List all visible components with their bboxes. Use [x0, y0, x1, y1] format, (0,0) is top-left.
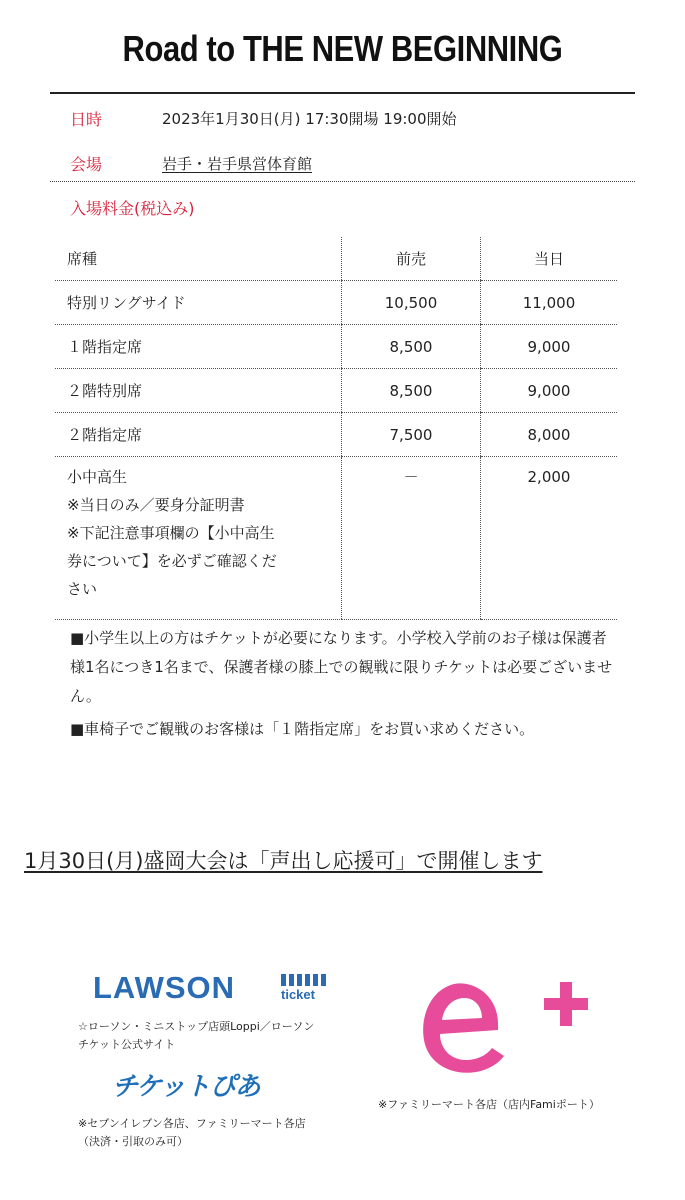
pia-caption: ※セブンイレブン各店、ファミリーマート各店 （決済・引取のみ可）	[78, 1117, 306, 1148]
date-value: 2023年1月30日(月) 17:30開場 19:00開始	[162, 110, 457, 128]
header-seat: 席種	[55, 237, 342, 281]
header-advance: 前売	[342, 237, 481, 281]
lawson-caption: ☆ローソン・ミニストップ店頭Loppi／ローソン チケット公式サイト	[78, 1020, 315, 1051]
table-row	[55, 369, 617, 413]
title-divider	[50, 92, 635, 94]
table-row	[55, 325, 617, 369]
lawson-ticket-logo[interactable]	[93, 970, 315, 1006]
seat-name: 特別リングサイド	[55, 281, 342, 325]
seat-name: １階指定席	[55, 325, 342, 369]
notes	[70, 624, 618, 748]
advance-price: 8,500	[342, 369, 481, 413]
info-divider	[50, 181, 635, 182]
day-price: 9,000	[481, 325, 618, 369]
date-label: 日時	[70, 110, 103, 129]
kids-seat-name: 小中高生	[67, 468, 128, 486]
header-day: 当日	[481, 237, 618, 281]
day-price: 9,000	[481, 369, 618, 413]
day-price: 2,000	[481, 457, 618, 620]
advance-price: 8,500	[342, 325, 481, 369]
kids-note: 券について】を必ずご確認くだ	[67, 552, 277, 570]
fee-table	[55, 237, 617, 620]
venue-label: 会場	[70, 155, 103, 174]
fee-label: 入場料金(税込み)	[70, 199, 195, 218]
kids-note: さい	[67, 580, 98, 598]
eplus-caption: ※ファミリーマート各店（店内Famiポート）	[378, 1098, 600, 1111]
advance-price: 7,500	[342, 413, 481, 457]
note-wheelchair: ■車椅子でご観戦のお客様は「１階指定席」をお買い求めください。	[70, 720, 535, 738]
lawson-ticket-text: ticket	[281, 987, 315, 1002]
day-price: 11,000	[481, 281, 618, 325]
kids-seat-cell	[55, 457, 342, 620]
kids-note: ※当日のみ／要身分証明書	[67, 496, 245, 514]
day-price: 8,000	[481, 413, 618, 457]
lawson-ticket-mark	[281, 974, 333, 1002]
eplus-e-icon	[423, 983, 504, 1072]
table-row	[55, 281, 617, 325]
venue-link[interactable]: 岩手・岩手県営体育館	[162, 155, 313, 173]
cheering-announcement: 1月30日(月)盛岡大会は「声出し応援可」で開催します	[24, 849, 543, 873]
ticket-pia-logo[interactable]: チケットぴあ	[112, 1072, 260, 1102]
seat-name: ２階指定席	[55, 413, 342, 457]
advance-price: －	[342, 457, 481, 620]
advance-price: 10,500	[342, 281, 481, 325]
eplus-logo[interactable]	[410, 972, 620, 1082]
barcode-icon	[281, 974, 333, 986]
page-title: Road to THE NEW BEGINNING	[122, 28, 563, 69]
table-row-kids	[55, 457, 617, 620]
seat-name: ２階特別席	[55, 369, 342, 413]
kids-note: ※下記注意事項欄の【小中高生	[67, 524, 275, 542]
table-row	[55, 413, 617, 457]
plus-horizontal-icon	[544, 998, 588, 1010]
table-header-row	[55, 237, 617, 281]
note-children: ■小学生以上の方はチケットが必要になります。小学校入学前のお子様は保護者様1名につき1名まで、保護者様の膝上での観戦に限りチケットは必要ございません。	[70, 629, 613, 705]
lawson-logo-text: LAWSON	[93, 970, 236, 1005]
